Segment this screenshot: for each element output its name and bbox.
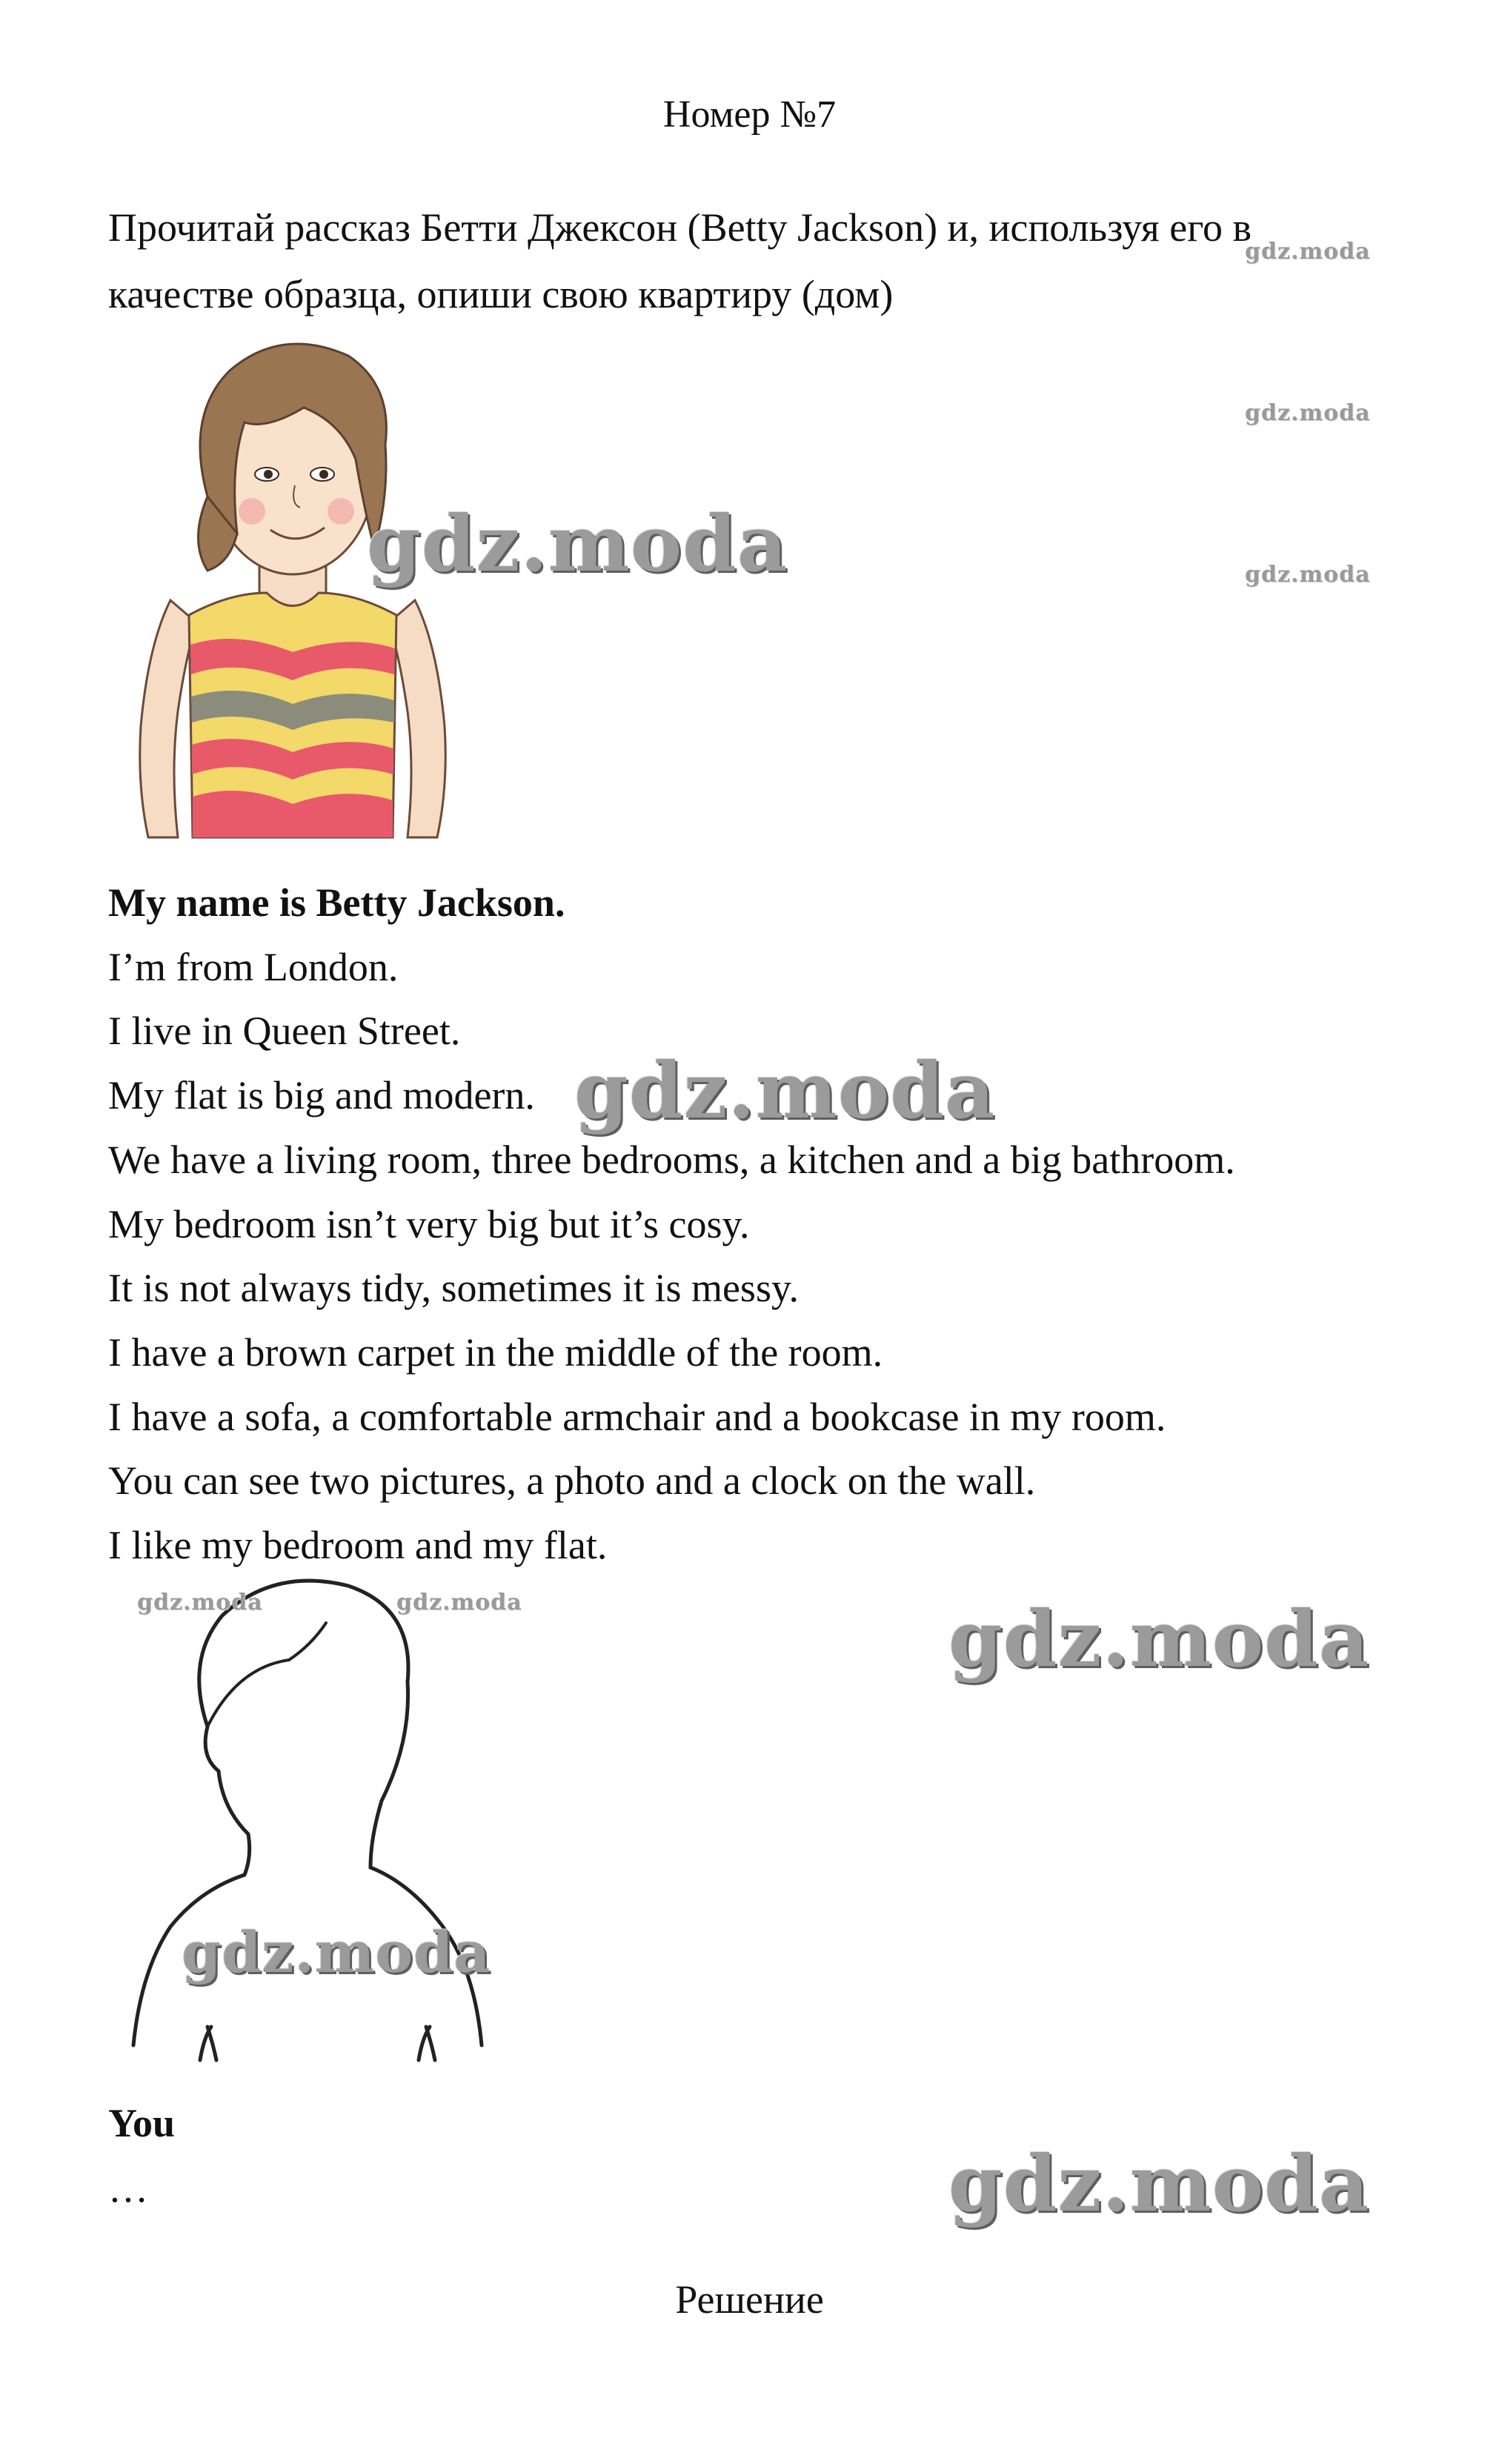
story-line: I like my bedroom and my flat. xyxy=(108,1523,608,1568)
task-instruction: Прочитай рассказ Бетти Джексон (Betty Jackson) и, используя его в качестве образца, опиши свою квартиру (дом) xyxy=(108,205,1252,316)
watermark: gdz.moda xyxy=(137,1590,263,1615)
watermark: gdz.moda xyxy=(1245,562,1371,588)
story-title: My name is Betty Jackson. xyxy=(108,880,565,925)
story-line: My bedroom isn’t very big but it’s cosy. xyxy=(108,1201,750,1246)
story-line: You can see two pictures, a photo and a clock on the wall. xyxy=(108,1458,1036,1504)
watermark: gdz.moda xyxy=(948,1593,1370,1684)
watermark: gdz.moda xyxy=(367,498,788,589)
watermark: gdz.moda xyxy=(182,1919,491,1985)
solution-label: Решение xyxy=(675,2277,824,2322)
story-line: We have a living room, three bedrooms, a kitchen and a big bathroom. xyxy=(108,1137,1235,1182)
watermark: gdz.moda xyxy=(396,1590,522,1615)
you-section-placeholder: … xyxy=(108,2166,148,2211)
you-silhouette-illustration xyxy=(126,1571,511,2075)
watermark: gdz.moda xyxy=(1245,400,1371,426)
story-line: I have a brown carpet in the middle of the room. xyxy=(108,1329,883,1375)
page-title: Номер №7 xyxy=(662,93,837,136)
story-line: My flat is big and modern. xyxy=(108,1073,535,1118)
watermark: gdz.moda xyxy=(1245,239,1371,265)
betty-story xyxy=(108,871,1412,1578)
story-line: I’m from London. xyxy=(108,944,399,989)
story-line: It is not always tidy, sometimes it is messy. xyxy=(108,1266,799,1311)
watermark: gdz.moda xyxy=(948,2138,1370,2229)
story-line: I live in Queen Street. xyxy=(108,1009,461,1054)
watermark: gdz.moda xyxy=(574,1045,996,1136)
story-line: I have a sofa, a comfortable armchair and a bookcase in my room. xyxy=(108,1394,1166,1439)
you-section-title: You xyxy=(108,2101,176,2145)
